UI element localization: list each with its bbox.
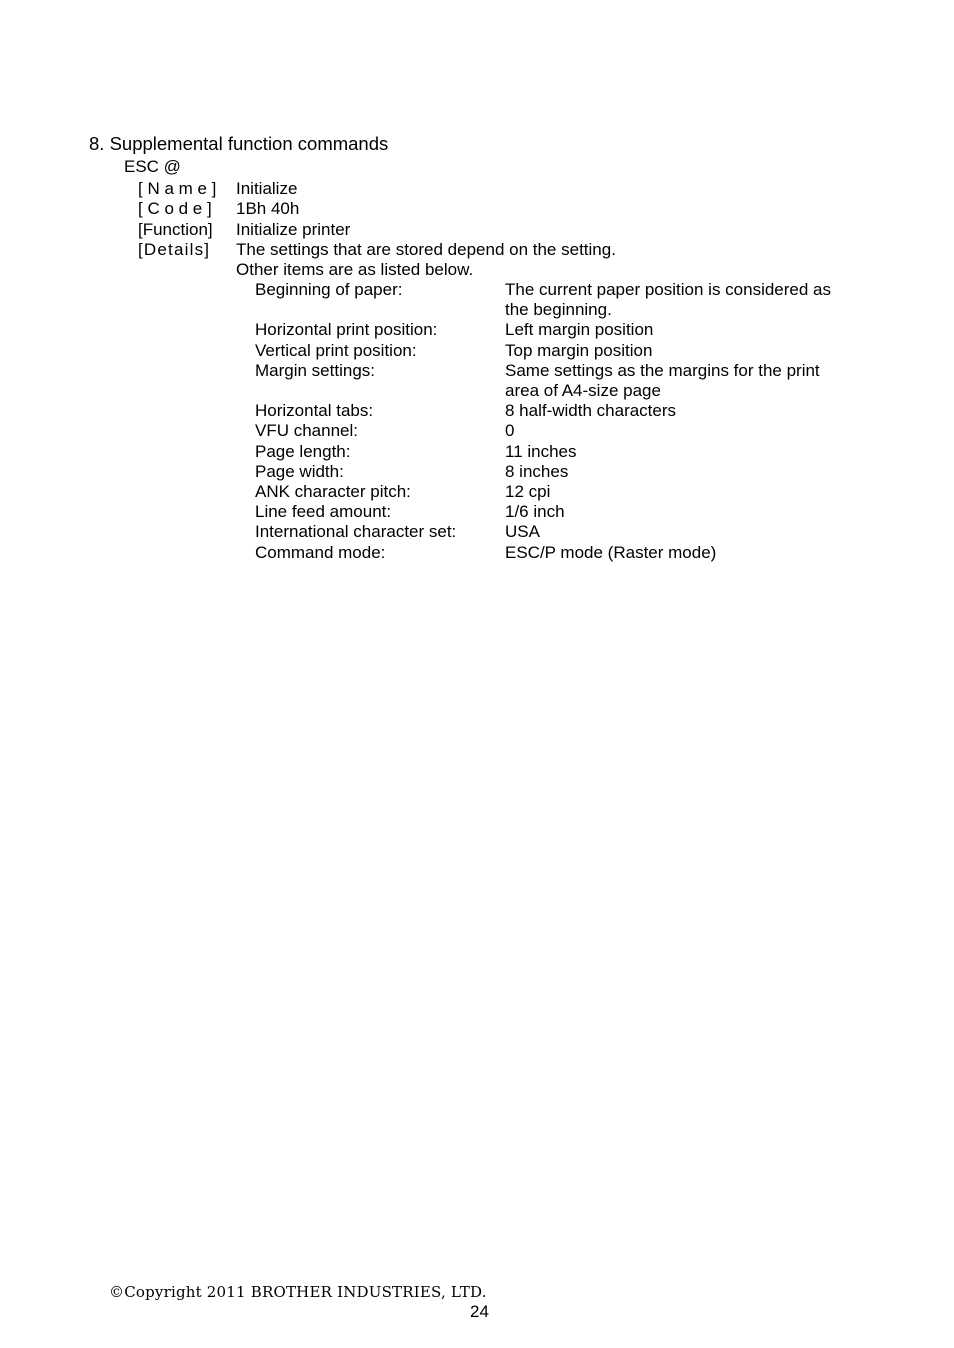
section-title: 8. Supplemental function commands (89, 133, 389, 154)
field-label-code: [ C o d e ] (138, 199, 212, 218)
detail-row (255, 320, 855, 340)
detail-value: 0 (505, 421, 515, 441)
field-label-name: [ N a m e ] (138, 179, 217, 198)
detail-row (255, 442, 855, 462)
detail-row (255, 502, 855, 522)
detail-value: Top margin position (505, 340, 653, 360)
detail-row (255, 543, 855, 563)
detail-row (255, 361, 855, 401)
field-label-details: [Details] (138, 240, 211, 259)
detail-value: 11 inches (505, 441, 577, 461)
copyright-notice: ©Copyright 2011 BROTHER INDUSTRIES, LTD. (109, 1283, 487, 1301)
detail-row (255, 341, 855, 361)
field-value-function: Initialize printer (236, 220, 351, 239)
detail-row (255, 522, 855, 542)
detail-key: ANK character pitch: (255, 482, 411, 502)
detail-value: 12 cpi (505, 482, 551, 502)
detail-value: 8 half-width characters (505, 401, 677, 421)
detail-key: Margin settings: (255, 360, 375, 380)
detail-key: Page length: (255, 441, 351, 461)
details-intro: Other items are as listed below. (236, 260, 474, 279)
detail-value: Same settings as the margins for the print area of A4-size page (505, 360, 820, 401)
field-value-code: 1Bh 40h (236, 199, 300, 218)
detail-key: Line feed amount: (255, 502, 392, 522)
detail-value: Left margin position (505, 320, 654, 340)
detail-value: ESC/P mode (Raster mode) (505, 542, 717, 562)
detail-key: Command mode: (255, 542, 386, 562)
field-label-function: [Function] (138, 220, 213, 239)
detail-key: Vertical print position: (255, 340, 417, 360)
detail-value: The current paper position is considered as the beginning. (505, 280, 832, 320)
detail-value: USA (505, 522, 540, 542)
detail-value: 1/6 inch (505, 502, 565, 522)
detail-key: Page width: (255, 461, 344, 481)
detail-row (255, 401, 855, 421)
detail-key: International character set: (255, 522, 457, 542)
field-value-name: Initialize (236, 179, 298, 198)
detail-row (255, 462, 855, 482)
page-number: 24 (470, 1302, 489, 1321)
detail-key: Horizontal print position: (255, 320, 438, 340)
detail-row (255, 421, 855, 441)
command-name: ESC @ (124, 157, 181, 176)
detail-key: Horizontal tabs: (255, 401, 374, 421)
detail-row (255, 482, 855, 502)
detail-key: VFU channel: (255, 421, 358, 441)
detail-row (255, 280, 855, 320)
field-value-details: The settings that are stored depend on the setting. (236, 240, 616, 259)
details-list (255, 280, 855, 563)
detail-key: Beginning of paper: (255, 280, 403, 299)
detail-value: 8 inches (505, 461, 569, 481)
